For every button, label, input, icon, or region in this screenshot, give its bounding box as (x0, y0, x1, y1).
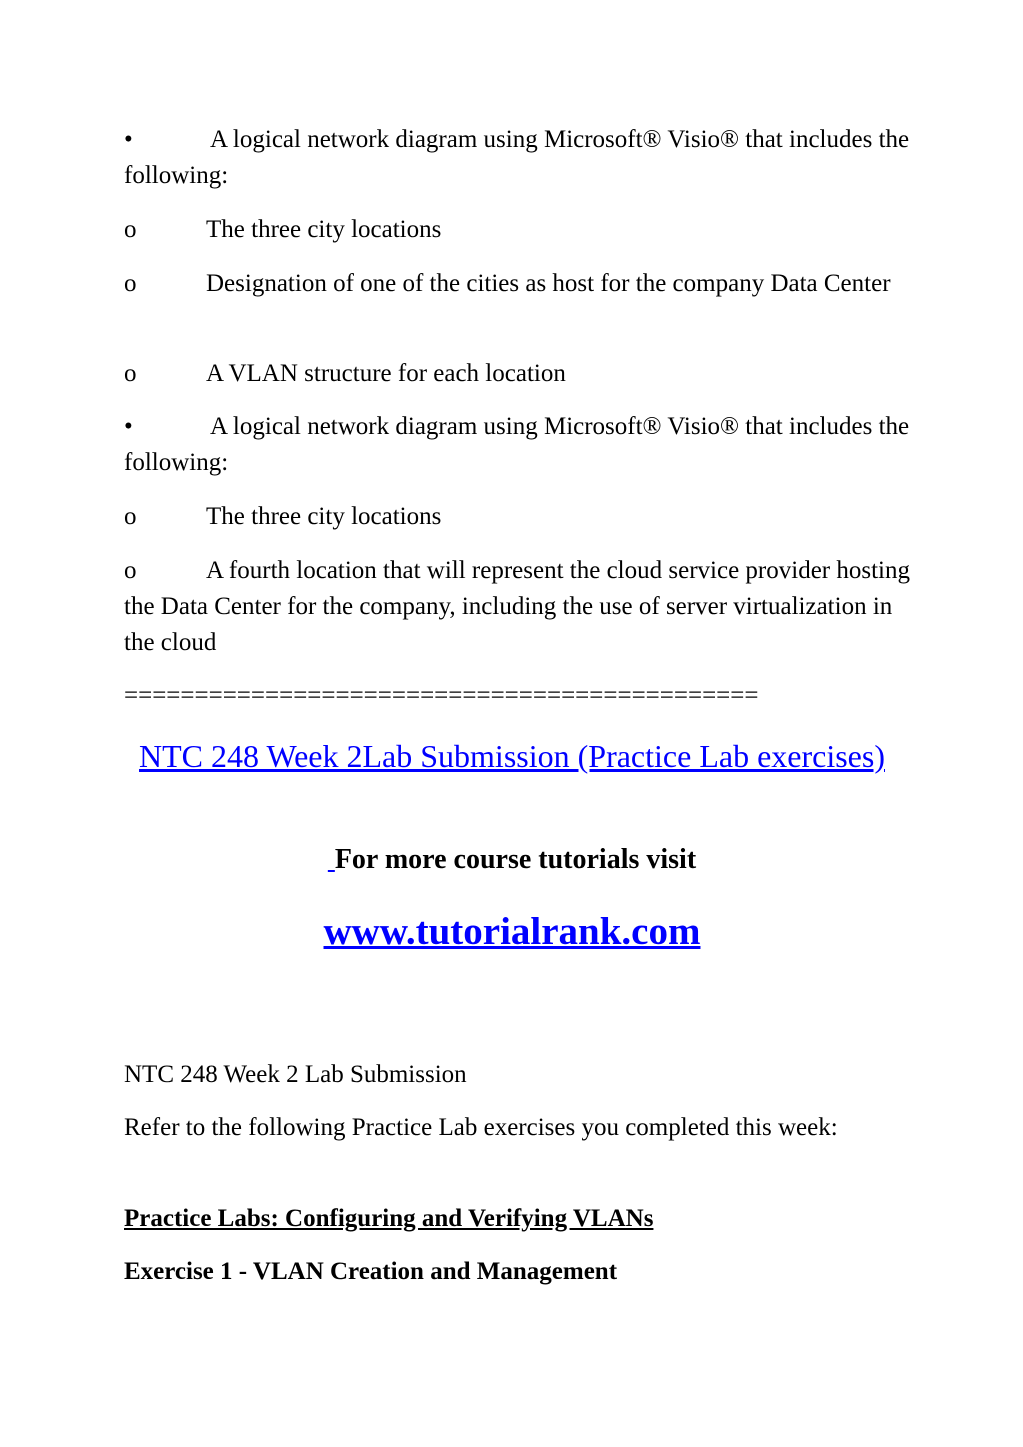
course-title-link[interactable]: NTC 248 Week 2Lab Submission (Practice Lab exercises) (139, 738, 885, 774)
body-intro: Refer to the following Practice Lab exercises you completed this week: (124, 1114, 838, 1141)
bullet-item (124, 122, 914, 194)
empty-link[interactable] (328, 844, 335, 875)
sub-marker: o (124, 216, 137, 243)
sub-item-text: The three city locations (206, 216, 442, 243)
bullet-text: A logical network diagram using Microsoft® Visio® that includes the following: (124, 126, 910, 189)
bullet-item (124, 409, 914, 481)
sub-marker: o (124, 557, 137, 584)
sub-item (124, 212, 914, 248)
sub-item (124, 356, 914, 392)
sub-marker: o (124, 503, 137, 530)
visit-label: For more course tutorials visit (334, 844, 697, 875)
bullet-marker: • (124, 413, 133, 440)
site-link[interactable]: www.tutorialrank.com (323, 910, 701, 953)
sub-item-text: A VLAN structure for each location (206, 360, 566, 387)
bullet-marker: • (124, 126, 133, 153)
sub-marker: o (124, 270, 137, 297)
visit-text (124, 842, 900, 878)
sub-item-text: A fourth location that will represent the cloud service provider hosting the Data Center for the company, including the use of server virtualization in the cloud (124, 557, 910, 656)
sub-marker: o (124, 360, 137, 387)
separator-line: ============================================= (124, 682, 759, 709)
bullet-text: A logical network diagram using Microsoft® Visio® that includes the following: (124, 413, 910, 476)
exercise-title: Exercise 1 - VLAN Creation and Management (124, 1258, 618, 1285)
lab-title: Practice Labs: Configuring and Verifying VLANs (124, 1205, 654, 1232)
sub-item (124, 553, 914, 661)
sub-item-text: Designation of one of the cities as host for the company Data Center (206, 270, 891, 297)
sub-item (124, 499, 914, 535)
body-heading: NTC 248 Week 2 Lab Submission (124, 1061, 467, 1088)
sub-item-text: The three city locations (206, 503, 442, 530)
sub-item (124, 266, 914, 302)
